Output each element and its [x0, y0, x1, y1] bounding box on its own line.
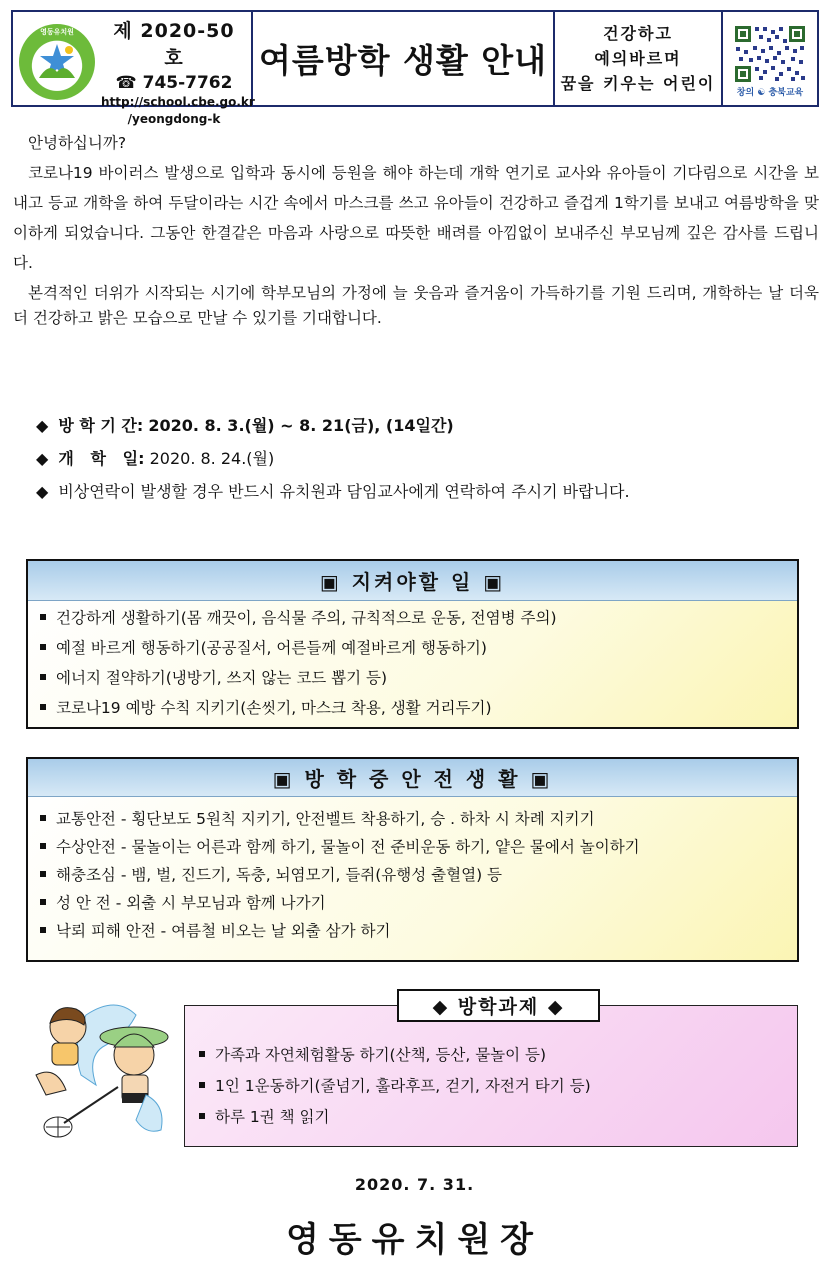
homework-box — [184, 1005, 798, 1147]
list-item: 1인 1운동하기(줄넘기, 훌라후프, 걷기, 자전거 타기 등) — [199, 1071, 591, 1102]
issue-date: 2020. 7. 31. — [354, 1175, 475, 1194]
reopen-date-value: 2020. 8. 24.(월) — [149, 449, 275, 468]
star-leaf-icon — [35, 42, 79, 82]
list-item: 예절 바르게 행동하기(공공질서, 어른들께 예절바르게 행동하기) — [40, 633, 797, 663]
list-item: 성 안 전 - 외출 시 부모님과 함께 나가기 — [40, 889, 797, 917]
issue-number: 제 2020-50 호 — [113, 20, 235, 69]
emergency-notice-text: 비상연락이 발생할 경우 반드시 유치원과 담임교사에게 연락하여 주시기 바랍니다. — [58, 482, 630, 501]
vacation-period-value: 2020. 8. 3.(월) ~ 8. 21(금), (14일간) — [148, 416, 454, 435]
vacation-period — [36, 409, 630, 442]
list-item: 코로나19 예방 수칙 지키기(손씻기, 마스크 착용, 생활 거리두기) — [40, 693, 797, 723]
list-item: 해충조심 - 뱀, 벌, 진드기, 독충, 뇌염모기, 들쥐(유행성 출혈열) 등 — [40, 861, 797, 889]
children-playing-illustration — [26, 995, 176, 1145]
safety-list — [28, 797, 797, 960]
letterhead — [11, 10, 819, 126]
greeting: 안녕하십니까? — [28, 134, 127, 152]
phone-number: ☎ 745-7762 — [115, 73, 233, 93]
page-title: 여름방학 생활 안내 — [258, 41, 547, 80]
motto-line-1: 건강하고 — [603, 24, 673, 43]
motto-cell — [555, 12, 723, 105]
safety-box — [26, 757, 799, 962]
issue-info — [101, 14, 255, 126]
list-item: 에너지 절약하기(냉방기, 쓰지 않는 코드 뽑기 등) — [40, 663, 797, 693]
schedule-list — [36, 409, 630, 508]
rules-title: ▣ 지켜야할 일 ▣ — [28, 561, 797, 601]
issue-info-cell — [13, 12, 255, 126]
homework-title: ◆ 방학과제 ◆ — [397, 989, 600, 1022]
rules-list — [28, 601, 797, 727]
letter-paragraph-2: 본격적인 더위가 시작되는 시기에 학부모님의 가정에 늘 웃음과 즐거움이 가득하기를 기원 드리며, 개학하는 날 더욱 더 건강하고 밝은 모습으로 만날 수 있기를 기대합니다. — [13, 284, 819, 327]
qr-code-icon[interactable] — [733, 24, 807, 84]
letter-paragraph-1: 코로나19 바이러스 발생으로 입학과 동시에 등원을 해야 하는데 개학 연기로 교사와 유아들이 기다림으로 시간을 보내고 등교 개학을 하여 두달이라는 시간 속에서 마스크를 쓰고 유아들이 건강하고 즐겁게 1학기를 보내고 여름방학을 맞이하게 되었습니다. 그동안 한결같은 마음과 사랑으로 따뜻한 배려를 아낌없이 보내주신 부모님께 깊은 감사를 드립니다. — [13, 164, 819, 272]
diamond-icon: ◆ — [36, 482, 49, 501]
rules-box — [26, 559, 799, 729]
motto-line-2: 예의바르며 — [594, 49, 682, 68]
emergency-notice — [36, 475, 630, 508]
safety-title: ▣ 방 학 중 안 전 생 활 ▣ — [28, 759, 797, 797]
title-cell — [253, 12, 555, 105]
motto-line-3: 꿈을 키우는 어린이 — [560, 74, 716, 93]
reopen-date-label: 개 학 일: — [58, 449, 145, 468]
list-item: 가족과 자연체험활동 하기(산책, 등산, 물놀이 등) — [199, 1040, 591, 1071]
diamond-icon: ◆ — [36, 449, 49, 468]
education-brand-caption: 창의 ☯ 충북교육 — [736, 87, 804, 98]
list-item: 낙뢰 피해 안전 - 여름철 비오는 날 외출 삼가 하기 — [40, 917, 797, 945]
letter-body — [13, 128, 819, 331]
school-url[interactable]: http://school.cbe.go.kr — [101, 95, 255, 109]
list-item: 교통안전 - 횡단보도 5원칙 지키기, 안전벨트 착용하기, 승 . 하차 시 차례 지키기 — [40, 805, 797, 833]
qr-cell — [723, 12, 817, 105]
homework-list — [199, 1040, 591, 1133]
list-item: 수상안전 - 물놀이는 어른과 함께 하기, 물놀이 전 준비운동 하기, 얕은 물에서 놀이하기 — [40, 833, 797, 861]
signer: 영동유치원장 — [285, 1220, 544, 1260]
list-item: 건강하게 생활하기(몸 깨끗이, 음식물 주의, 규칙적으로 운동, 전염병 주의) — [40, 603, 797, 633]
diamond-icon: ◆ — [36, 416, 49, 435]
list-item: 하루 1권 책 읽기 — [199, 1102, 591, 1133]
vacation-period-label: 방 학 기 간: — [58, 416, 144, 435]
logo-text: 영동유치원 — [40, 28, 74, 36]
school-url-path[interactable]: /yeongdong-k — [127, 112, 221, 126]
kindergarten-logo — [19, 24, 95, 100]
reopen-date — [36, 442, 630, 475]
